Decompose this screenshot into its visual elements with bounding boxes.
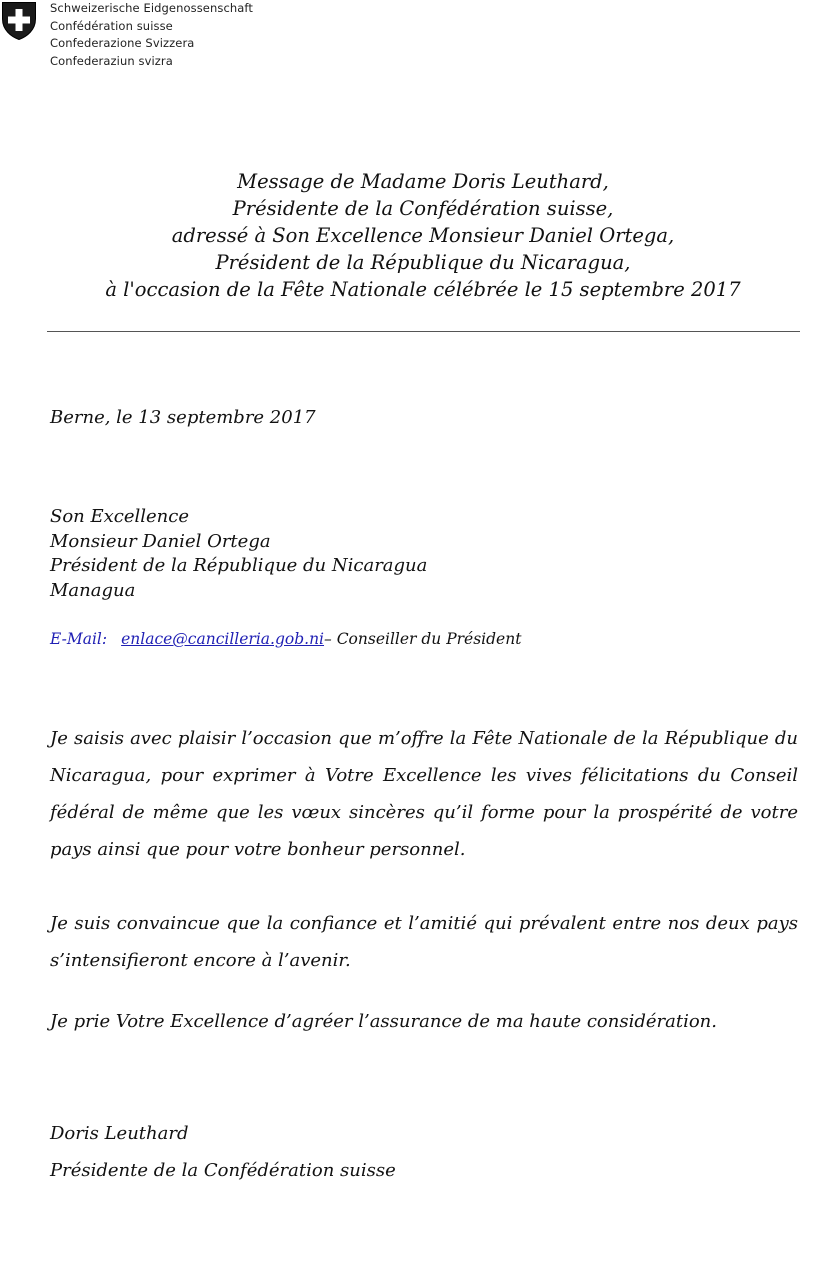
- title-line: Message de Madame Doris Leuthard,: [237, 170, 609, 193]
- signatory-name: Doris Leuthard: [50, 1123, 189, 1144]
- email-label: E-Mail:: [50, 630, 108, 648]
- recipient-address: [50, 505, 427, 603]
- email-link[interactable]: enlace@cancilleria.gob.ni: [121, 630, 325, 648]
- federal-authority-names: [50, 0, 253, 70]
- letter-date: Berne, le 13 septembre 2017: [50, 407, 316, 428]
- message-title: [48, 168, 798, 303]
- swiss-coat-of-arms-icon: [1, 1, 37, 41]
- horizontal-rule: [47, 331, 800, 332]
- recipient-line: Son Excellence: [50, 506, 189, 527]
- recipient-line: Managua: [50, 579, 136, 601]
- body-paragraph: Je suis convaincue que la confiance et l’amitié qui prévalent entre nos deux pays s’intensifieront encore à l’avenir.: [50, 913, 798, 971]
- authority-name-rm: Confederaziun svizra: [50, 53, 173, 68]
- title-line: à l'occasion de la Fête Nationale célébrée le 15 septembre 2017: [105, 278, 741, 301]
- recipient-line: Président de la République du Nicaragua: [50, 555, 428, 576]
- authority-name-fr: Confédération suisse: [50, 18, 173, 33]
- authority-name-de: Schweizerische Eidgenossenschaft: [50, 1, 253, 15]
- title-line: Président de la République du Nicaragua,: [215, 251, 631, 274]
- closing-paragraph: Je prie Votre Excellence d’agréer l’assurance de ma haute considération.: [50, 1011, 717, 1032]
- email-note: – Conseiller du Président: [324, 630, 522, 648]
- signatory-title: Présidente de la Confédération suisse: [50, 1160, 396, 1181]
- recipient-line: Monsieur Daniel Ortega: [50, 530, 271, 552]
- authority-name-it: Confederazione Svizzera: [50, 36, 195, 50]
- letterhead: [0, 0, 300, 70]
- title-line: adressé à Son Excellence Monsieur Daniel Ortega,: [171, 224, 675, 247]
- signature-block: [50, 1115, 396, 1189]
- title-line: Présidente de la Confédération suisse,: [232, 197, 614, 220]
- email-line: [50, 628, 521, 650]
- body-paragraph: Je saisis avec plaisir l’occasion que m’offre la Fête Nationale de la République du Nicaragua, pour exprimer à Votre Excellence les vives félicitations du Conseil fédéral de même que les vœux sincères qu’il forme pour la prospérité de votre pays ainsi que pour votre bonheur personnel.: [50, 728, 798, 860]
